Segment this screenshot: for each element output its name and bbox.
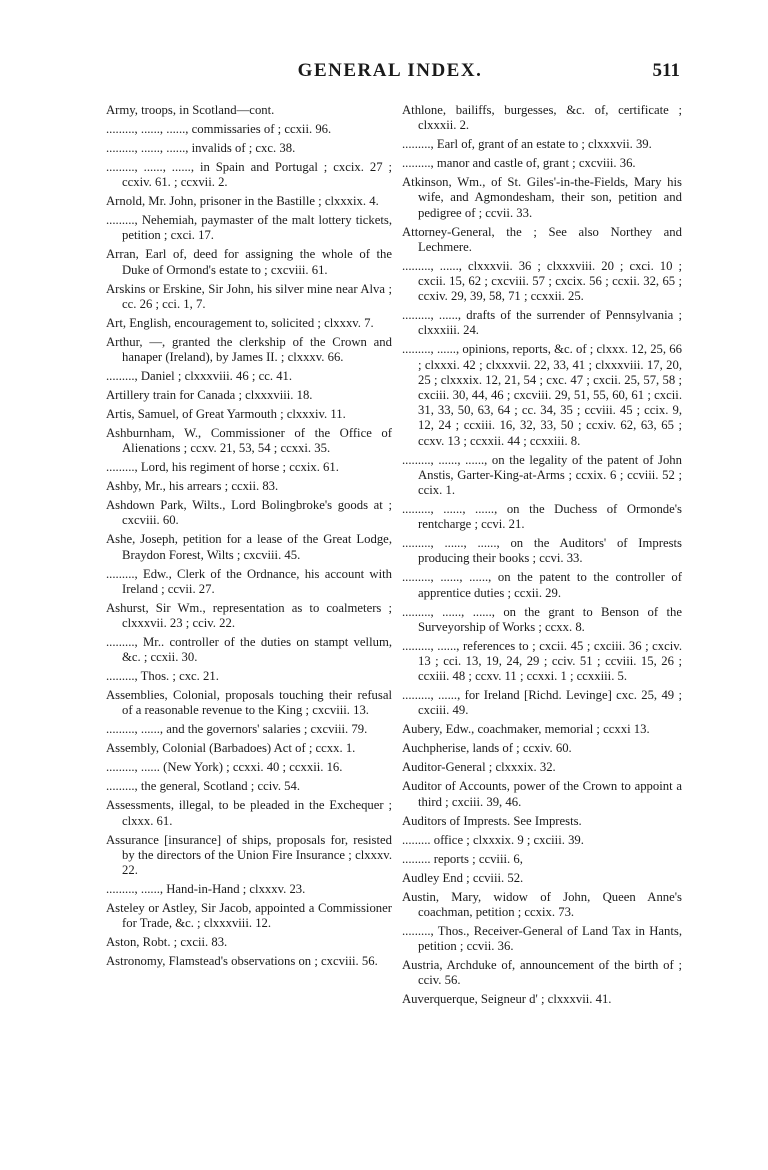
index-entry: Assessments, illegal, to be pleaded in the Exchequer ; clxxx. 61.	[106, 798, 392, 828]
index-entry: Arran, Earl of, deed for assigning the whole of the Duke of Ormond's estate to ; cxcviii. 61.	[106, 247, 392, 277]
index-entry: ........., ......, ......, on the patent to the controller of apprentice duties ; ccxii. 29.	[402, 570, 682, 600]
index-entry: ........., ......, ......, on the legality of the patent of John Anstis, Garter-King-at-Arms ; ccxix. 6 ; ccviii. 52 ; ccix. 1.	[402, 452, 682, 498]
index-entry: ........., Thos. ; cxc. 21.	[106, 669, 219, 684]
index-entry: Astronomy, Flamstead's observations on ; cxcviii. 56.	[106, 954, 378, 969]
index-entry: ........., ......, ......, on the Auditors' of Imprests producing their books ; ccvi. 33.	[402, 536, 682, 566]
index-entry: ........., ......, drafts of the surrender of Pennsylvania ; clxxxiii. 24.	[402, 308, 682, 338]
index-entry: Artillery train for Canada ; clxxxviii. 18.	[106, 388, 313, 403]
index-entry: ........., Thos., Receiver-General of Land Tax in Hants, petition ; ccvii. 36.	[402, 923, 682, 954]
index-entry: ........., ......, references to ; cxcii. 45 ; cxciii. 36 ; cxciv. 13 ; cci. 13, 19, 24, 29 ; cciv. 51 ; ccviii. 15, 26 ; ccxiii. 48 ; ccxv. 11 ; ccxxi. 1 ; ccxxiii. 5.	[402, 638, 682, 684]
index-entry: Atkinson, Wm., of St. Giles'-in-the-Fields, Mary his wife, and Agmondesham, their son, petition and pedigree of ; ccvii. 33.	[402, 175, 682, 220]
running-title: GENERAL INDEX.	[297, 60, 483, 81]
index-entry: Arnold, Mr. John, prisoner in the Bastille ; clxxxix. 4.	[106, 194, 379, 209]
index-entry: Aubery, Edw., coachmaker, memorial ; ccxxi 13.	[402, 722, 650, 737]
index-entry: ........., ......, ......, on the Duchess of Ormonde's rentcharge ; ccvi. 21.	[402, 502, 682, 532]
index-entry: Asteley or Astley, Sir Jacob, appointed a Commissioner for Trade, &c. ; clxxxviii. 12.	[106, 901, 392, 931]
index-entry: Austria, Archduke of, announcement of the birth of ; cciv. 56.	[402, 958, 682, 988]
index-entry: Auchpherise, lands of ; ccxiv. 60.	[402, 741, 572, 756]
index-entry: ........., ......, ......, invalids of ; cxc. 38.	[106, 141, 296, 155]
index-entry: Auditor-General ; clxxxix. 32.	[402, 760, 556, 775]
index-entry: ........., ......, ......, in Spain and Portugal ; cxcix. 27 ; ccxiv. 61. ; ccxvii. 2.	[106, 160, 392, 190]
index-entry: ........., ......, clxxxvii. 36 ; clxxxviii. 20 ; cxci. 10 ; cxcii. 15, 62 ; cxcviii. 57 ; cxcix. 56 ; ccxii. 32, 65 ; ccxiv. 29, 39, 58, 71 ; ccxxii. 25.	[402, 258, 682, 304]
index-entry: ........., Nehemiah, paymaster of the malt lottery tickets, petition ; cxci. 17.	[106, 213, 392, 243]
index-entry: Austin, Mary, widow of John, Queen Anne's coachman, petition ; ccxix. 73.	[402, 889, 682, 919]
page-header	[100, 60, 680, 90]
index-entry: Art, English, encouragement to, solicited ; clxxxv. 7.	[106, 315, 374, 330]
index-entry: Aston, Robt. ; cxcii. 83.	[106, 935, 228, 950]
index-entry: ........., Edw., Clerk of the Ordnance, his account with Ireland ; ccvii. 27.	[106, 566, 392, 596]
index-entry: ........., ......, ......, commissaries of ; ccxii. 96.	[106, 122, 332, 136]
index-entry: ......... reports ; ccviii. 6,	[402, 851, 523, 866]
index-entry: Attorney-General, the ; See also Northey and Lechmere.	[402, 224, 682, 254]
index-entry: Assembly, Colonial (Barbadoes) Act of ; ccxx. 1.	[106, 741, 356, 756]
index-entry: Arskins or Erskine, Sir John, his silver mine near Alva ; cc. 26 ; cci. 1, 7.	[106, 281, 392, 311]
index-entry: ........., ......, Hand-in-Hand ; clxxxv. 23.	[106, 882, 306, 897]
index-entry: Assemblies, Colonial, proposals touching their refusal of a reasonable revenue to the King ; cxcviii. 13.	[106, 688, 392, 718]
index-entry: ........., ......, ......, on the grant to Benson of the Surveyorship of Works ; ccxx. 8.	[402, 604, 682, 634]
index-entry: Assurance [insurance] of ships, proposals for, resisted by the directors of the Union Fire Insurance ; clxxxv. 22.	[106, 832, 392, 878]
index-entry: ........., ...... (New York) ; ccxxi. 40 ; ccxxii. 16.	[106, 760, 343, 775]
index-entry: ........., ......, opinions, reports, &c. of ; clxxx. 12, 25, 66 ; clxxxi. 42 ; clxxxvii. 22, 33, 41 ; clxxxviii. 17, 20, 25 ; clxxxix. 12, 21, 54 ; cxc. 47 ; cxcii. 25, 57, 58 ; cxciii. 30, 44, 46 ; cxcviii. 29, 51, 55, 60, 61 ; cxcii. 31, 33, 50, 63, 64 ; cc. 34, 35 ; ccviii. 45 ; ccix. 9, 12, 24 ; ccxiii. 16, 32, 33, 50 ; ccxiv. 62, 63, 65 ; ccxv. 13 ; ccxxii. 44 ; ccxxiii. 8.	[402, 342, 682, 448]
index-entry: Ashe, Joseph, petition for a lease of the Great Lodge, Braydon Forest, Wilts ; cxcviii. 45.	[106, 532, 392, 562]
index-entry: Audley End ; ccviii. 52.	[402, 870, 524, 885]
index-entry: Ashburnham, W., Commissioner of the Office of Alienations ; ccxv. 21, 53, 54 ; ccxxi. 35.	[106, 426, 392, 456]
index-entry: Ashby, Mr., his arrears ; ccxii. 83.	[106, 479, 279, 494]
index-column-right	[402, 103, 682, 1143]
index-entry: Arthur, —, granted the clerkship of the Crown and hanaper (Ireland), by James II. ; clxxxv. 66.	[106, 334, 392, 365]
index-entry: ........., Earl of, grant of an estate to ; clxxxvii. 39.	[402, 137, 652, 152]
index-entry: Army, troops, in Scotland—cont.	[106, 103, 275, 117]
page-number: 511	[652, 60, 680, 81]
index-entry: Auditors of Imprests. See Imprests.	[402, 813, 582, 828]
index-entry: Athlone, bailiffs, burgesses, &c. of, certificate ; clxxxii. 2.	[402, 103, 682, 133]
index-entry: Ashdown Park, Wilts., Lord Bolingbroke's goods at ; cxcviii. 60.	[106, 498, 392, 528]
index-entry: ......... office ; clxxxix. 9 ; cxciii. 39.	[402, 832, 584, 847]
index-entry: ........., Daniel ; clxxxviii. 46 ; cc. 41.	[106, 369, 293, 384]
index-entry: Artis, Samuel, of Great Yarmouth ; clxxxiv. 11.	[106, 407, 346, 422]
index-entry: Auditor of Accounts, power of the Crown to appoint a third ; cxciii. 39, 46.	[402, 779, 682, 809]
index-entry: ........., Mr.. controller of the duties on stampt vellum, &c. ; ccxii. 30.	[106, 635, 392, 665]
index-entry: Ashurst, Sir Wm., representation as to coalmeters ; clxxxvii. 23 ; cciv. 22.	[106, 600, 392, 631]
index-entry: ........., ......, for Ireland [Richd. Levinge] cxc. 25, 49 ; cxciii. 49.	[402, 688, 682, 718]
index-entry: ........., manor and castle of, grant ; cxcviii. 36.	[402, 156, 636, 171]
index-entry: ........., ......, and the governors' salaries ; cxcviii. 79.	[106, 722, 368, 737]
index-entry: ........., the general, Scotland ; cciv. 54.	[106, 779, 301, 794]
index-entry: Auverquerque, Seigneur d' ; clxxxvii. 41.	[402, 992, 612, 1007]
index-column-left	[106, 103, 392, 1143]
index-entry: ........., Lord, his regiment of horse ; ccxix. 61.	[106, 460, 339, 475]
